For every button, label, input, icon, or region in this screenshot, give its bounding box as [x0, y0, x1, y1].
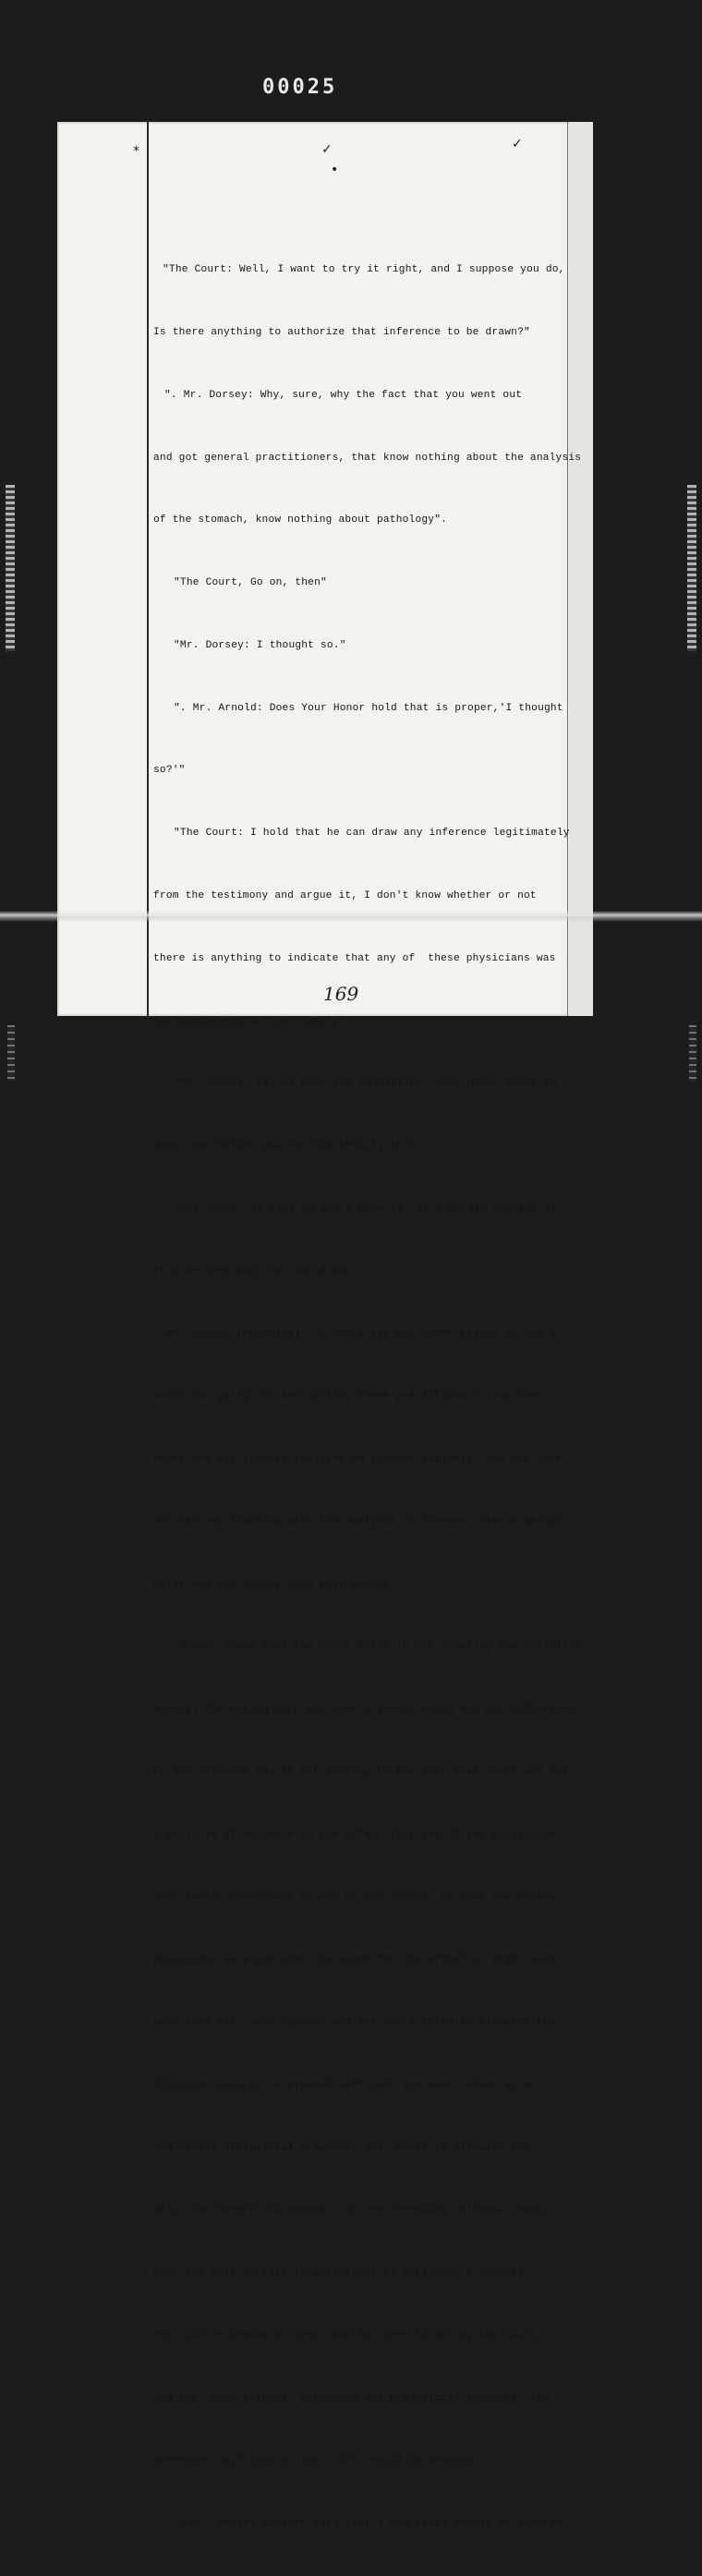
document-body	[153, 218, 582, 2576]
margin-mark: ✓	[321, 142, 333, 157]
text-line: by the evidence and in not stating to the jury that there was not	[153, 1766, 569, 1778]
text-line: upon the well merited interruptions by defendant's counsel,	[153, 2268, 530, 2280]
text-line: never had any special training on stomach analysis, and who have	[153, 1454, 563, 1466]
text-line: "Mr. Dorsey: I thought so."	[174, 639, 346, 651]
scan-artifact-band	[0, 911, 702, 922]
frame-number-stamp: 00025	[262, 76, 338, 99]
document-page	[57, 122, 593, 2530]
text-line: and for such illegal, unfounded and prejudicial argument, the	[153, 2392, 550, 2404]
text-line: "The Court: He says he don't know it, he's merely arguing it	[174, 1203, 557, 1215]
text-line: ". Mr. Arnold: Does Your Honor hold that is proper,'I thought	[174, 702, 563, 714]
text-line: defendant says that a new trial should be granted.	[153, 2455, 479, 2467]
handwritten-page-number: 169	[323, 983, 359, 1005]
text-line: from the testimony and argue it, I don't know whether or not	[153, 890, 537, 901]
text-line: and got general practitioners, that know nothing about the analysis	[153, 452, 582, 464]
text-line: ogist has had,except upon that theory."	[153, 1578, 403, 1590]
text-line: Movant shows that the Court erred in not rebuking the Solicitor	[179, 1641, 582, 1653]
text-line: not had any training with the analysis of tissues, like a pathol-	[153, 1516, 569, 1528]
text-line: the physicians of the family".	[153, 1015, 352, 1027]
margin-rule-left	[147, 122, 149, 1016]
film-sprocket-right	[687, 485, 696, 651]
text-line: 102. Movant further says that a new trial should be granted	[179, 2518, 563, 2530]
text-line: for such erroneous actions, and failures to act by the Court,	[153, 2329, 543, 2341]
text-line: know that before you let him testify it."	[153, 1141, 416, 1153]
text-line: were family physicians of any of the jurors, or that any of the	[153, 1892, 556, 1904]
margin-mark: •	[331, 163, 339, 177]
margin-mark: ✓	[512, 137, 523, 151]
text-line: and highly prejudicial argument, and erred in allowing the	[153, 2142, 530, 2154]
text-line: physicians were put upon the stand for the effect it might have	[153, 1954, 556, 1966]
text-line: there is anything to indicate that any of these physicians was	[153, 952, 556, 964]
text-line: Solicitor General to proceed with such improper, unwarranted	[153, 2079, 537, 2091]
text-line: General for making such improper argument which was not authorized	[153, 1704, 575, 1716]
text-line: "The Court, Go on, then"	[174, 577, 327, 589]
text-line: upon them for such reason; and the Court erred in allowing the	[153, 2017, 556, 2029]
text-line: Solicitor General to comment, as the foregoing colloquy shows,	[153, 2205, 550, 2217]
text-line: world for going out and getting these practitioners, who have	[153, 1391, 543, 1403]
text-line: so?'"	[153, 765, 186, 777]
text-line: "Mr. Rosser, Let me make the suggestion, Your Honor ought to	[174, 1078, 557, 1090]
film-edge-marks-right	[689, 1025, 696, 1081]
text-line: "The Court: Well, I want to try it right, and I suppose you do,	[163, 264, 565, 276]
text-line: a particle of evidence to the effect that any of the physicians	[153, 1829, 556, 1841]
text-line: Is there anything to authorize that inference to be drawn?"	[153, 326, 530, 338]
film-edge-marks-left	[7, 1025, 15, 1081]
text-line: from an inference he has drawn."	[153, 1265, 365, 1277]
film-sprocket-left	[6, 485, 15, 651]
text-line: Mr. Dorsey (resuming): "I can't see any other reason in God's	[166, 1328, 556, 1340]
text-line: "The Court: I hold that he can draw any inference legitimately	[174, 828, 570, 840]
text-line: ". Mr. Dorsey: Why, sure, why the fact that you went out	[164, 389, 523, 401]
margin-mark: *	[133, 144, 139, 159]
text-line: of the stomach, know nothing about pathology".	[153, 514, 448, 526]
